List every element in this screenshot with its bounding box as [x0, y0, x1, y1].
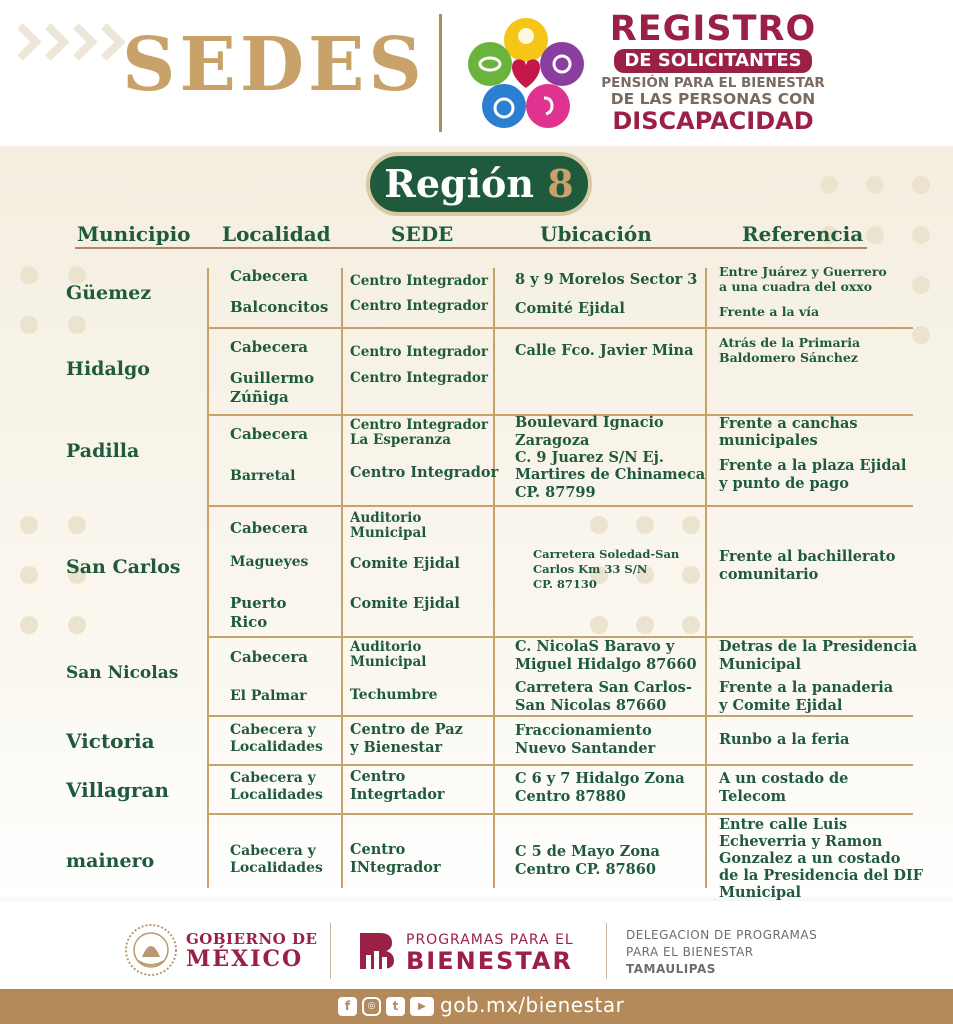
registro-line4: DE LAS PERSONAS CON [610, 90, 816, 108]
sede-cell: Auditorio [350, 639, 422, 655]
youtube-icon[interactable]: ▶ [410, 997, 434, 1016]
referencia-cell: Echeverria y Ramon [719, 833, 883, 850]
delegacion-text [626, 927, 817, 978]
sede-cell: Centro Integrador [350, 273, 489, 289]
localidad-cell: Balconcitos [230, 298, 329, 316]
region-number: 8 [547, 161, 574, 206]
sede-cell: Municipal [350, 525, 427, 541]
column-header-sede: SEDE [391, 222, 454, 246]
registro-logo [598, 10, 828, 134]
ubicacion-cell: Centro 87880 [515, 788, 626, 805]
localidad-cell: Cabecera [230, 267, 308, 285]
registro-line2: DE SOLICITANTES [614, 49, 811, 73]
referencia-cell: Municipal [719, 656, 802, 673]
referencia-cell: Frente al bachillerato [719, 548, 896, 565]
sede-cell: Centro [350, 768, 406, 785]
social-bar [0, 989, 953, 1024]
region-badge [366, 152, 592, 216]
localidad-cell: Localidades [230, 739, 323, 755]
referencia-cell: Baldomero Sánchez [719, 350, 858, 365]
column-header-municipio: Municipio [77, 222, 191, 246]
ubicacion-cell: CP. 87799 [515, 484, 596, 501]
sede-cell: Auditorio [350, 510, 422, 526]
sede-cell: Centro [350, 841, 406, 858]
municipio-san-nicolas: San Nicolas [66, 663, 179, 683]
localidad-cell: Localidades [230, 860, 323, 876]
ubicacion-cell: Miguel Hidalgo 87660 [515, 656, 697, 673]
ubicacion-cell: 8 y 9 Morelos Sector 3 [515, 271, 698, 288]
localidad-cell: Puerto [230, 594, 287, 612]
sede-cell: Centro de Paz [350, 721, 463, 738]
municipio-villagran: Villagran [66, 778, 169, 802]
referencia-cell: de la Presidencia del DIF [719, 867, 924, 884]
registro-line5: DISCAPACIDAD [612, 107, 814, 135]
sede-cell: Centro Integrador [350, 464, 499, 481]
gob-line1: GOBIERNO DE [186, 930, 318, 948]
programas-bienestar-logo [406, 932, 574, 974]
header-divider [439, 14, 442, 132]
ubicacion-cell: Carretera Soledad-San [533, 547, 680, 561]
twitter-icon[interactable]: t [386, 997, 405, 1016]
sede-cell: Centro Integrador [350, 417, 489, 433]
sede-cell: Centro Integrador [350, 298, 489, 314]
ubicacion-cell: Nuevo Santander [515, 740, 656, 757]
referencia-cell: Atrás de la Primaria [719, 335, 861, 350]
chevron-decoration-icon [18, 22, 138, 62]
localidad-cell: Cabecera [230, 519, 308, 537]
localidad-cell: Cabecera y [230, 770, 316, 786]
sede-cell: Integrtador [350, 786, 445, 803]
website-link[interactable]: gob.mx/bienestar [440, 993, 625, 1017]
municipio-guemez: Güemez [66, 282, 152, 304]
gobierno-mexico-logo [186, 931, 317, 971]
ubicacion-cell: Comité Ejidal [515, 300, 625, 317]
municipio-victoria: Victoria [66, 729, 155, 753]
footer-divider [606, 923, 607, 979]
column-header-referencia: Referencia [742, 222, 864, 246]
localidad-cell: Barretal [230, 468, 296, 484]
referencia-cell: Entre calle Luis [719, 816, 848, 833]
prog-line1: PROGRAMAS PARA EL [406, 932, 574, 948]
sede-cell: INtegrador [350, 859, 441, 876]
referencia-cell: Frente a la plaza Ejidal [719, 457, 907, 474]
ubicacion-cell: San Nicolas 87660 [515, 697, 667, 714]
localidad-cell: Guillermo [230, 369, 315, 387]
ubicacion-cell: C 5 de Mayo Zona [515, 843, 660, 860]
ubicacion-cell: Carretera San Carlos- [515, 679, 692, 696]
deleg-line2: PARA EL BIENESTAR [626, 945, 754, 959]
ubicacion-cell: Zaragoza [515, 432, 590, 449]
referencia-cell: Telecom [719, 788, 786, 805]
column-header-ubicacion: Ubicación [540, 222, 652, 246]
ubicacion-cell: C. NicolaS Baravo y [515, 638, 675, 655]
header-underline [75, 247, 867, 249]
sede-cell: Centro Integrador [350, 344, 489, 360]
localidad-cell: Cabecera [230, 648, 308, 666]
localidad-cell: Localidades [230, 787, 323, 803]
main-content [0, 146, 953, 901]
prog-line2: BIENESTAR [406, 947, 573, 975]
referencia-cell: municipales [719, 432, 818, 449]
footer [0, 901, 953, 989]
localidad-cell: Rico [230, 613, 268, 631]
deleg-line1: DELEGACION DE PROGRAMAS [626, 928, 818, 942]
localidad-cell: Cabecera [230, 338, 308, 356]
deleg-line3: TAMAULIPAS [626, 962, 716, 976]
facebook-icon[interactable]: f [338, 997, 357, 1016]
ubicacion-cell: Fraccionamiento [515, 722, 652, 739]
ubicacion-cell: Martires de Chinameca [515, 466, 706, 483]
bienestar-b-logo-icon [358, 931, 396, 971]
localidad-cell: Cabecera y [230, 722, 316, 738]
municipio-san-carlos: San Carlos [66, 556, 181, 578]
registro-line3: PENSIÓN PARA EL BIENESTAR [601, 75, 825, 91]
municipio-mainero: mainero [66, 850, 155, 872]
referencia-cell: A un costado de [719, 770, 849, 787]
sede-cell: La Esperanza [350, 432, 451, 448]
municipio-padilla: Padilla [66, 440, 140, 462]
ubicacion-cell: C 6 y 7 Hidalgo Zona [515, 770, 685, 787]
referencia-cell: Gonzalez a un costado [719, 850, 901, 867]
referencia-cell: y Comite Ejidal [719, 697, 843, 714]
sede-cell: Techumbre [350, 687, 438, 703]
localidad-cell: Magueyes [230, 554, 309, 570]
header [0, 0, 953, 146]
municipio-hidalgo: Hidalgo [66, 358, 150, 380]
referencia-cell: a una cuadra del oxxo [719, 279, 873, 294]
localidad-cell: Cabecera [230, 425, 308, 443]
sede-cell: Comite Ejidal [350, 555, 460, 572]
mexico-coat-of-arms-icon [124, 923, 178, 977]
localidad-cell: El Palmar [230, 688, 307, 704]
referencia-cell: Frente a canchas [719, 415, 858, 432]
referencia-cell: y punto de pago [719, 475, 849, 492]
referencia-cell: comunitario [719, 566, 819, 583]
instagram-icon[interactable]: ◎ [362, 997, 381, 1016]
ubicacion-cell: Calle Fco. Javier Mina [515, 342, 694, 359]
ubicacion-cell: Centro CP. 87860 [515, 861, 656, 878]
registro-line1: REGISTRO [609, 9, 817, 49]
referencia-cell: Frente a la panaderia [719, 679, 894, 696]
flower-disability-logo-icon [466, 16, 586, 132]
sede-cell: Centro Integrador [350, 370, 489, 386]
referencia-cell: Detras de la Presidencia [719, 638, 918, 655]
referencia-cell: Entre Juárez y Guerrero [719, 264, 887, 279]
ubicacion-cell: CP. 87130 [533, 577, 597, 591]
referencia-cell: Runbo a la feria [719, 731, 850, 748]
gob-line2: MÉXICO [186, 946, 304, 972]
referencia-cell: Frente a la vía [719, 304, 820, 319]
sede-cell: y Bienestar [350, 739, 443, 756]
footer-divider [330, 923, 331, 979]
ubicacion-cell: Boulevard Ignacio [515, 414, 664, 431]
sede-cell: Comite Ejidal [350, 595, 460, 612]
column-header-localidad: Localidad [222, 222, 331, 246]
region-label: Región [384, 161, 535, 206]
localidad-cell: Zúñiga [230, 388, 289, 406]
localidad-cell: Cabecera y [230, 843, 316, 859]
ubicacion-cell: Carlos Km 33 S/N [533, 562, 648, 576]
ubicacion-cell: C. 9 Juarez S/N Ej. [515, 449, 664, 466]
sede-cell: Municipal [350, 654, 427, 670]
page-title: SEDES [122, 22, 426, 108]
referencia-cell: Municipal [719, 884, 802, 901]
